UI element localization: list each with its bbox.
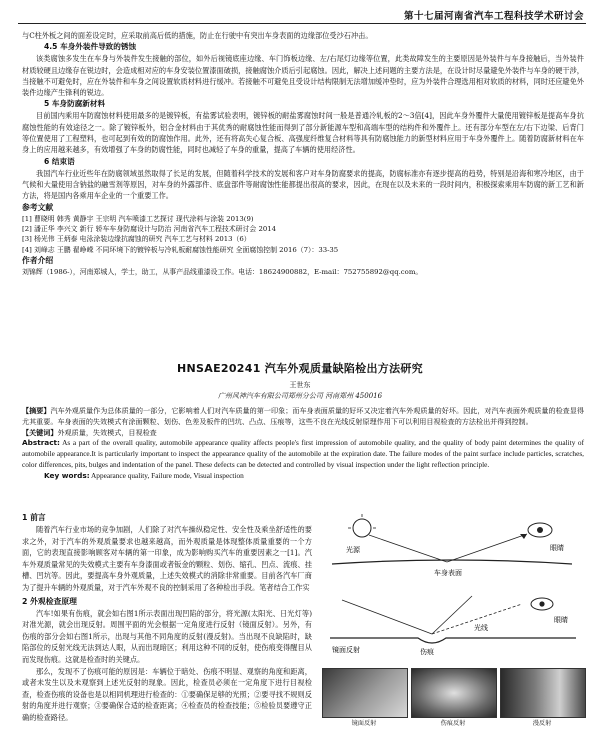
en-abstract-text: As a part of the overall quality, automobile appearance quality affects people's first impression of automobile quality, and the quality of body paint determines the quality of automobile appearance.It is particularly important to inspect the appearance quality of the automobile at the expiration date. The failure modes of the paint surface include particles, scratches, color differences, pits, bulges and indentation of the panel. These defects can be detected and controlled by visual inspection under the light reflection principle. — [22, 438, 584, 469]
paper-title: HNSAE20241 汽车外观质量缺陷检出方法研究 — [177, 362, 423, 375]
reflection-diagram-1 — [322, 512, 584, 578]
defect-photo — [500, 668, 586, 718]
abstract-label: 【摘要】 — [22, 406, 51, 415]
light-source-icon — [353, 519, 371, 537]
reflection-diagram-2 — [322, 590, 584, 656]
intro-line: 与C柱外板之间的面差设定时，应采取前高后低的措施，防止在行驶中有突出车身表面的边缘部位受沙石冲击。 — [22, 31, 373, 40]
header-rule — [18, 23, 586, 24]
figure-light-reflection-2 — [322, 590, 584, 662]
fig2-eye-label: 眼睛 — [554, 616, 568, 624]
cn-keywords — [22, 428, 584, 439]
page-header — [18, 6, 586, 24]
photo-caption: 漫反射 — [532, 720, 552, 727]
en-abstract — [22, 438, 584, 470]
section-5-heading: 5 车身防腐新材料 — [44, 99, 106, 109]
defect-photo — [411, 668, 497, 718]
fig1-light-label: 光源 — [346, 546, 360, 554]
photo-caption: 伤痕反射 — [440, 720, 466, 727]
paper-affiliation: 广州风神汽车有限公司郑州分公司 河南郑州 450016 — [217, 392, 383, 400]
section-5-text: 目前国内乘用车防腐蚀材料使用最多的是镀锌板，有盐雾试验表明，镀锌板的耐盐雾腐蚀时间一般是普通冷轧板的2～3倍[4]，因此车身外覆件大量使用镀锌板是提高车身抗腐蚀性能的有效途径之一。除了镀锌板外，铝合金材料由于其优秀的耐腐蚀性能而得到了部分新能源车型和高端车型的结构件和外覆件上。还有部分车型在左/右下边梁、后背门等位置使用了工程塑料，也可起到有效的防腐蚀作用。此外，还有将高失心复合板、高强度纤维复合材料等具有防腐蚀能力的新型材料应用于车身外覆件上。随着防腐新材料在车身上的应用越来越多，有效增强了车身的防腐性能，同时也减轻了车身的重量，提高了车辆的使用经济性。 — [22, 111, 584, 155]
en-keywords — [22, 471, 584, 482]
section-2-text-2: 那么，发现不了伤痕可能的原因是：车辆位于暗处、伤痕不明显、观察的角度和距离，或者未发生以及未观察到上述光反射的现象。因此，检查员必须在一定角度下进行目视检查，检查伤痕的设备也是以相同机理进行检查的：①要确保足够的光照；②要寻找不规则反射的角度并进行观察；③要确保合适的检查距离；④检查员的检查技能；⑤检验员要遵守正确的检查路径。 — [22, 666, 312, 722]
fig1-panel-label: 车身表面 — [434, 569, 462, 577]
section-4-5-heading: 4.5 车身外装件导致的锈蚀 — [44, 42, 137, 52]
en-keywords-label: Key words: — [44, 470, 90, 480]
defect-surface — [330, 638, 576, 643]
reference-item: [4] 刘峰志 王鹏 翟峥嵘 不同环境下的镀锌板与冷轧板耐腐蚀性能研究 全面腐蚀控制 2016（7）：33-35 — [22, 245, 339, 254]
keywords-text: 外观质量，失效模式，目视检查 — [57, 427, 157, 437]
reflected-ray — [447, 534, 527, 562]
defect-photo-row — [322, 668, 584, 728]
section-6-heading: 6 结束语 — [44, 156, 75, 166]
en-abstract-label: Abstract: — [22, 438, 60, 448]
panel-surface — [332, 560, 572, 564]
fig2-light-label: 光线 — [474, 624, 488, 632]
author-heading: 作者介绍 — [22, 256, 54, 266]
journal-title: 第十七届河南省汽车工程科技学术研讨会 — [403, 11, 584, 22]
references-heading: 参考文献 — [22, 202, 54, 212]
abstract-block — [22, 406, 584, 482]
fig2-mirror-label: 镜面反射 — [332, 646, 360, 654]
photo-caption: 镜面反射 — [351, 720, 377, 727]
body-left-column — [22, 512, 312, 724]
section-2-text-1: 汽车!如果有伤痕，就会如右图1所示表面出现凹陷的部分，将光源(太阳光、日光灯等)对准光源，就会出现反射。周围平面的光会根据一定角度进行反射（镜面反射）。另外，有伤痕的部分会如右图1所示，出现与其他不同角度的反射(漫反射)。当出现不良缺陷时，缺陷部位的反射光线无法到达人眼，从而出现暗区；利用这种不同的反射，使伤痕变得醒目从而发现伤痕。这就是检查时的关键点。 — [22, 608, 312, 664]
section-2-heading: 2 外观检查原理 — [22, 596, 77, 606]
body-right-column — [322, 512, 584, 728]
author-info: 刘锦辉（1986-），河南郑城人，学士，助工，从事产品线重漆设工作。电话：18624900882，E-mail：752755892@qq.com。 — [22, 268, 423, 277]
fig2-defect-label: 伤痕 — [420, 648, 434, 656]
defect-photo — [322, 668, 408, 718]
section-6-text: 我国汽车行业近些年在防腐领域虽然取得了长足的发展，但随着科学技术的发展和客户对车身防腐要求的提高，防腐标准亦有逐步提高的趋势，特别是沿海和寒冷地区，由于气候和大量使用含钠盐的融雪剂等原因，对车身的外露部件、底盘部件等耐腐蚀性能都提出很高的要求，因此，在现在以及未来的一段时间内，积极探索乘用车防腐的新工艺和新方法，将是国内各乘用车企业的一个重要工作。 — [22, 168, 584, 201]
cn-abstract — [22, 406, 584, 428]
reference-item: [2] 潘正华 李兴文 新行 轿车车身防腐设计与防治 河南省汽车工程技术研讨会 2014 — [22, 224, 277, 233]
figure-light-reflection-1 — [322, 512, 584, 584]
previous-article-tail — [22, 30, 584, 278]
section-1-heading: 1 前言 — [22, 513, 46, 522]
fig1-eye-label: 眼睛 — [550, 544, 564, 552]
reference-item: [1] 曹晓明 韩秀 黄静宇 王宗明 汽车喷漆工艺探讨 现代涂料与涂装 2013(9) — [22, 214, 254, 223]
incident-ray — [369, 535, 447, 562]
abstract-text: 汽车外观质量作为总体质量的一部分，它影响着人们对汽车质量的第一印象；而车身表面质量的好坏又决定着汽车外观质量的好坏。因此，对汽车表面外观质量的检查显得尤其重要。车身表面的失效模式有涂面颗粒、划伤、色差及板件的凹坑、凸点、压痕等，这些不良在光线反射原理作用下可以利用目视检查的方法检出并得到控制。 — [22, 406, 585, 426]
paper-author: 王世东 — [289, 381, 311, 389]
section-1-text: 随着汽车行业市场的竞争加剧，人们除了对汽车操纵稳定性、安全性及乘坐舒适性的要求之外，对于汽车的外观质量要求也越来越高，而外观质量是体现整体质量重要的一个方面，它的表现直接影响顾客对车辆的第一印象，成为影响购买汽车的重要因素之一[1]。汽车外观质量常见的失效模式主要有车身漆面或者钣金的颗粒、划伤、缩孔、凹点、流痕、挂槽、凹坑等。因此，要提高车身外观质量，上述失效模式的消除非常重要。目前各汽车厂商为了提升车辆的外观质量，对于汽车外观不良的控制采用了各种检出手段。笔者结合工作实 — [22, 525, 312, 592]
reference-item: [3] 杨光伟 王炳泰 电泳涂装边缘抗腐蚀的研究 汽车工艺与材料 2013（6） — [22, 235, 251, 244]
section-4-5-text: 该类腐蚀多发生在车身与外装件发生接触的部位，如外后视镜底座边缘、车门饰板边缘、左/右尾灯边缘等位置，此类故障发生的主要原因是外装件与车身接触后，当外装件材质较硬且边缘存在锐边时，会造成相对应的车身安装位置漆面破损，接触腐蚀介质后引起腐蚀。因此，解决上述问题的主要方法是，在设计时尽量避免外装件与车身的硬干涉，当接触不可避免时，应在外装件和车身之间设置软质材料进行缓冲。若接触不可避免且受设计结构限制无法增加缓冲垫时，应为外装件合理选用相对软质的材料，同时还应避免外装件边缘产生锋利的锐边。 — [22, 54, 584, 98]
en-keywords-text: Appearance quality, Failure mode, Visual inspection — [91, 470, 244, 480]
keywords-label: 【关键词】 — [22, 427, 58, 437]
